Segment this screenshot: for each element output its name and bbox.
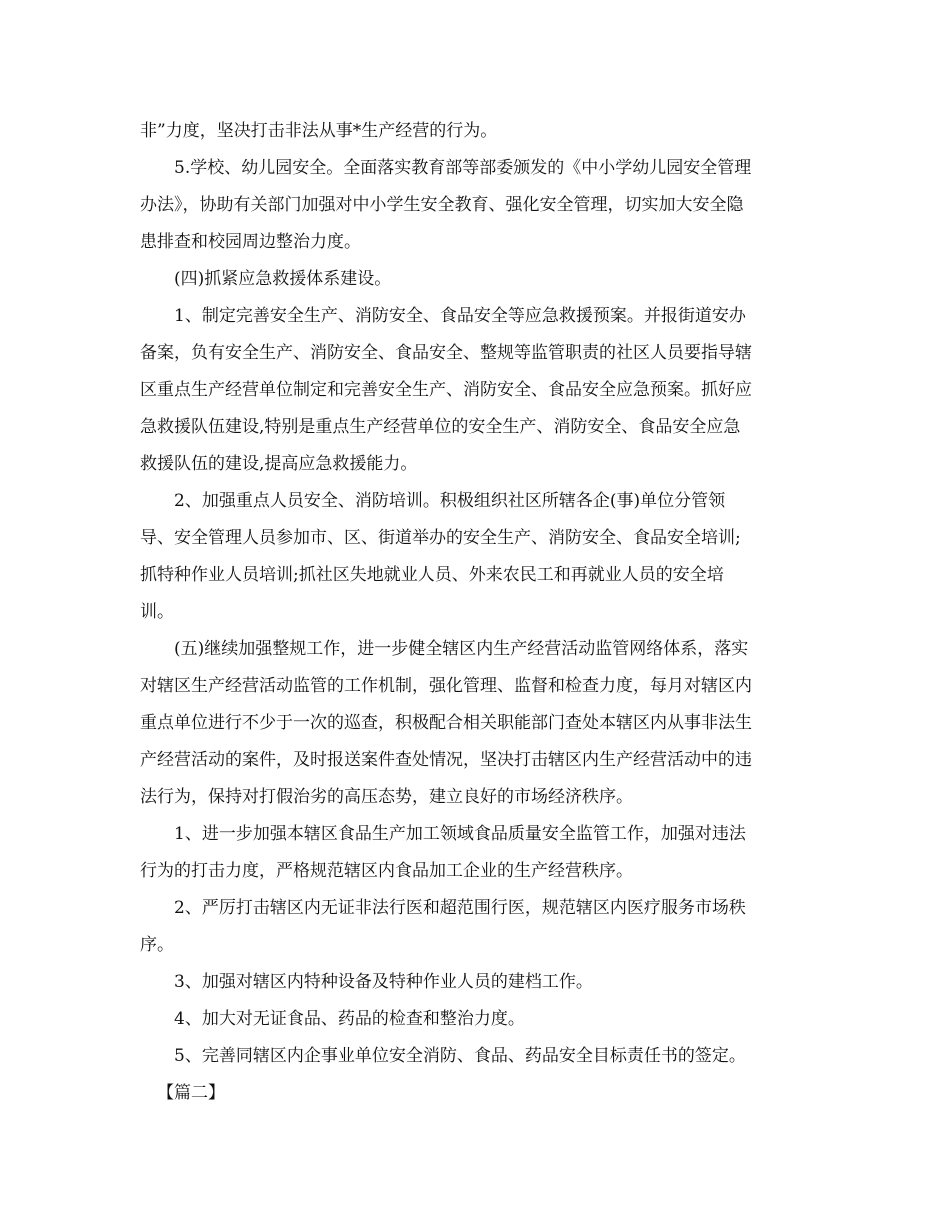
paragraph-responsibility — [140, 1038, 820, 1075]
text-line: 2、严厉打击辖区内无证非法行医和超范围行医，规范辖区内医疗服务市场秩 — [174, 898, 746, 918]
text-line: 1、进一步加强本辖区食品生产加工领域食品质量安全监管工作，加强对违法 — [174, 824, 746, 844]
paragraph-food-safety — [140, 816, 820, 890]
text-line: 办法》，协助有关部门加强对中小学生安全教育、强化安全管理，切实加大安全隐 — [140, 195, 744, 215]
paragraph-medical — [140, 890, 820, 964]
text-line: 行为的打击力度，严格规范辖区内食品加工企业的生产经营秩序。 — [140, 861, 633, 881]
text-line: (五)继续加强整规工作，进一步健全辖区内生产经营活动监管网络体系，落实 — [174, 639, 749, 659]
text-line: 序。 — [140, 935, 174, 955]
paragraph-emergency-plan — [140, 298, 820, 483]
text-line: 5、完善同辖区内企事业单位安全消防、食品、药品安全目标责任书的签定。 — [174, 1046, 746, 1066]
text-line: 急救援队伍建设,特别是重点生产经营单位的安全生产、消防安全、食品安全应急 — [140, 417, 741, 437]
text-line: 抓特种作业人员培训;抓社区失地就业人员、外来农民工和再就业人员的安全培 — [140, 565, 724, 585]
paragraph-unlicensed-goods — [140, 1001, 820, 1038]
text-line: 救援队伍的建设,提高应急救援能力。 — [140, 454, 418, 474]
text-line: 训。 — [140, 602, 174, 622]
text-line: 导、安全管理人员参加市、区、街道举办的安全生产、消防安全、食品安全培训; — [140, 528, 741, 548]
paragraph-school-safety — [140, 150, 820, 261]
text-line: 法行为，保持对打假治劣的高压态势，建立良好的市场经济秩序。 — [140, 787, 633, 807]
text-line: (四)抓紧应急救援体系建设。 — [174, 269, 392, 289]
text-line: 3、加强对辖区内特种设备及特种作业人员的建档工作。 — [174, 972, 593, 992]
text-line: 2、加强重点人员安全、消防培训。积极组织社区所辖各企(事)单位分管领 — [174, 491, 726, 511]
text-line: 【篇二】 — [157, 1083, 225, 1103]
text-line: 患排查和校园周边整治力度。 — [140, 232, 361, 252]
text-line: 产经营活动的案件，及时报送案件查处情况，坚决打击辖区内生产经营活动中的违 — [140, 750, 752, 770]
section-heading-five — [140, 631, 820, 816]
text-line: 4、加大对无证食品、药品的检查和整治力度。 — [174, 1009, 525, 1029]
text-line: 重点单位进行不少于一次的巡查，积极配合相关职能部门查处本辖区内从事非法生 — [140, 713, 752, 733]
text-line: 区重点生产经营单位制定和完善安全生产、消防安全、食品安全应急预案。抓好应 — [140, 380, 752, 400]
text-line: 1、制定完善安全生产、消防安全、食品安全等应急救援预案。并报街道安办 — [174, 306, 746, 326]
paragraph-special-equipment — [140, 964, 820, 1001]
section-heading-four — [140, 261, 820, 298]
text-line: 备案，负有安全生产、消防安全、食品安全、整规等监管职责的社区人员要指导辖 — [140, 343, 752, 363]
section-marker-part-two — [140, 1075, 820, 1112]
paragraph-continuation — [140, 113, 820, 150]
paragraph-training — [140, 483, 820, 631]
text-line: 对辖区生产经营活动监管的工作机制，强化管理、监督和检查力度，每月对辖区内 — [140, 676, 752, 696]
text-line: 5.学校、幼儿园安全。全面落实教育部等部委颁发的《中小学幼儿园安全管理 — [174, 158, 752, 178]
text-line: 非”力度，坚决打击非法从事*生产经营的行为。 — [140, 121, 498, 141]
